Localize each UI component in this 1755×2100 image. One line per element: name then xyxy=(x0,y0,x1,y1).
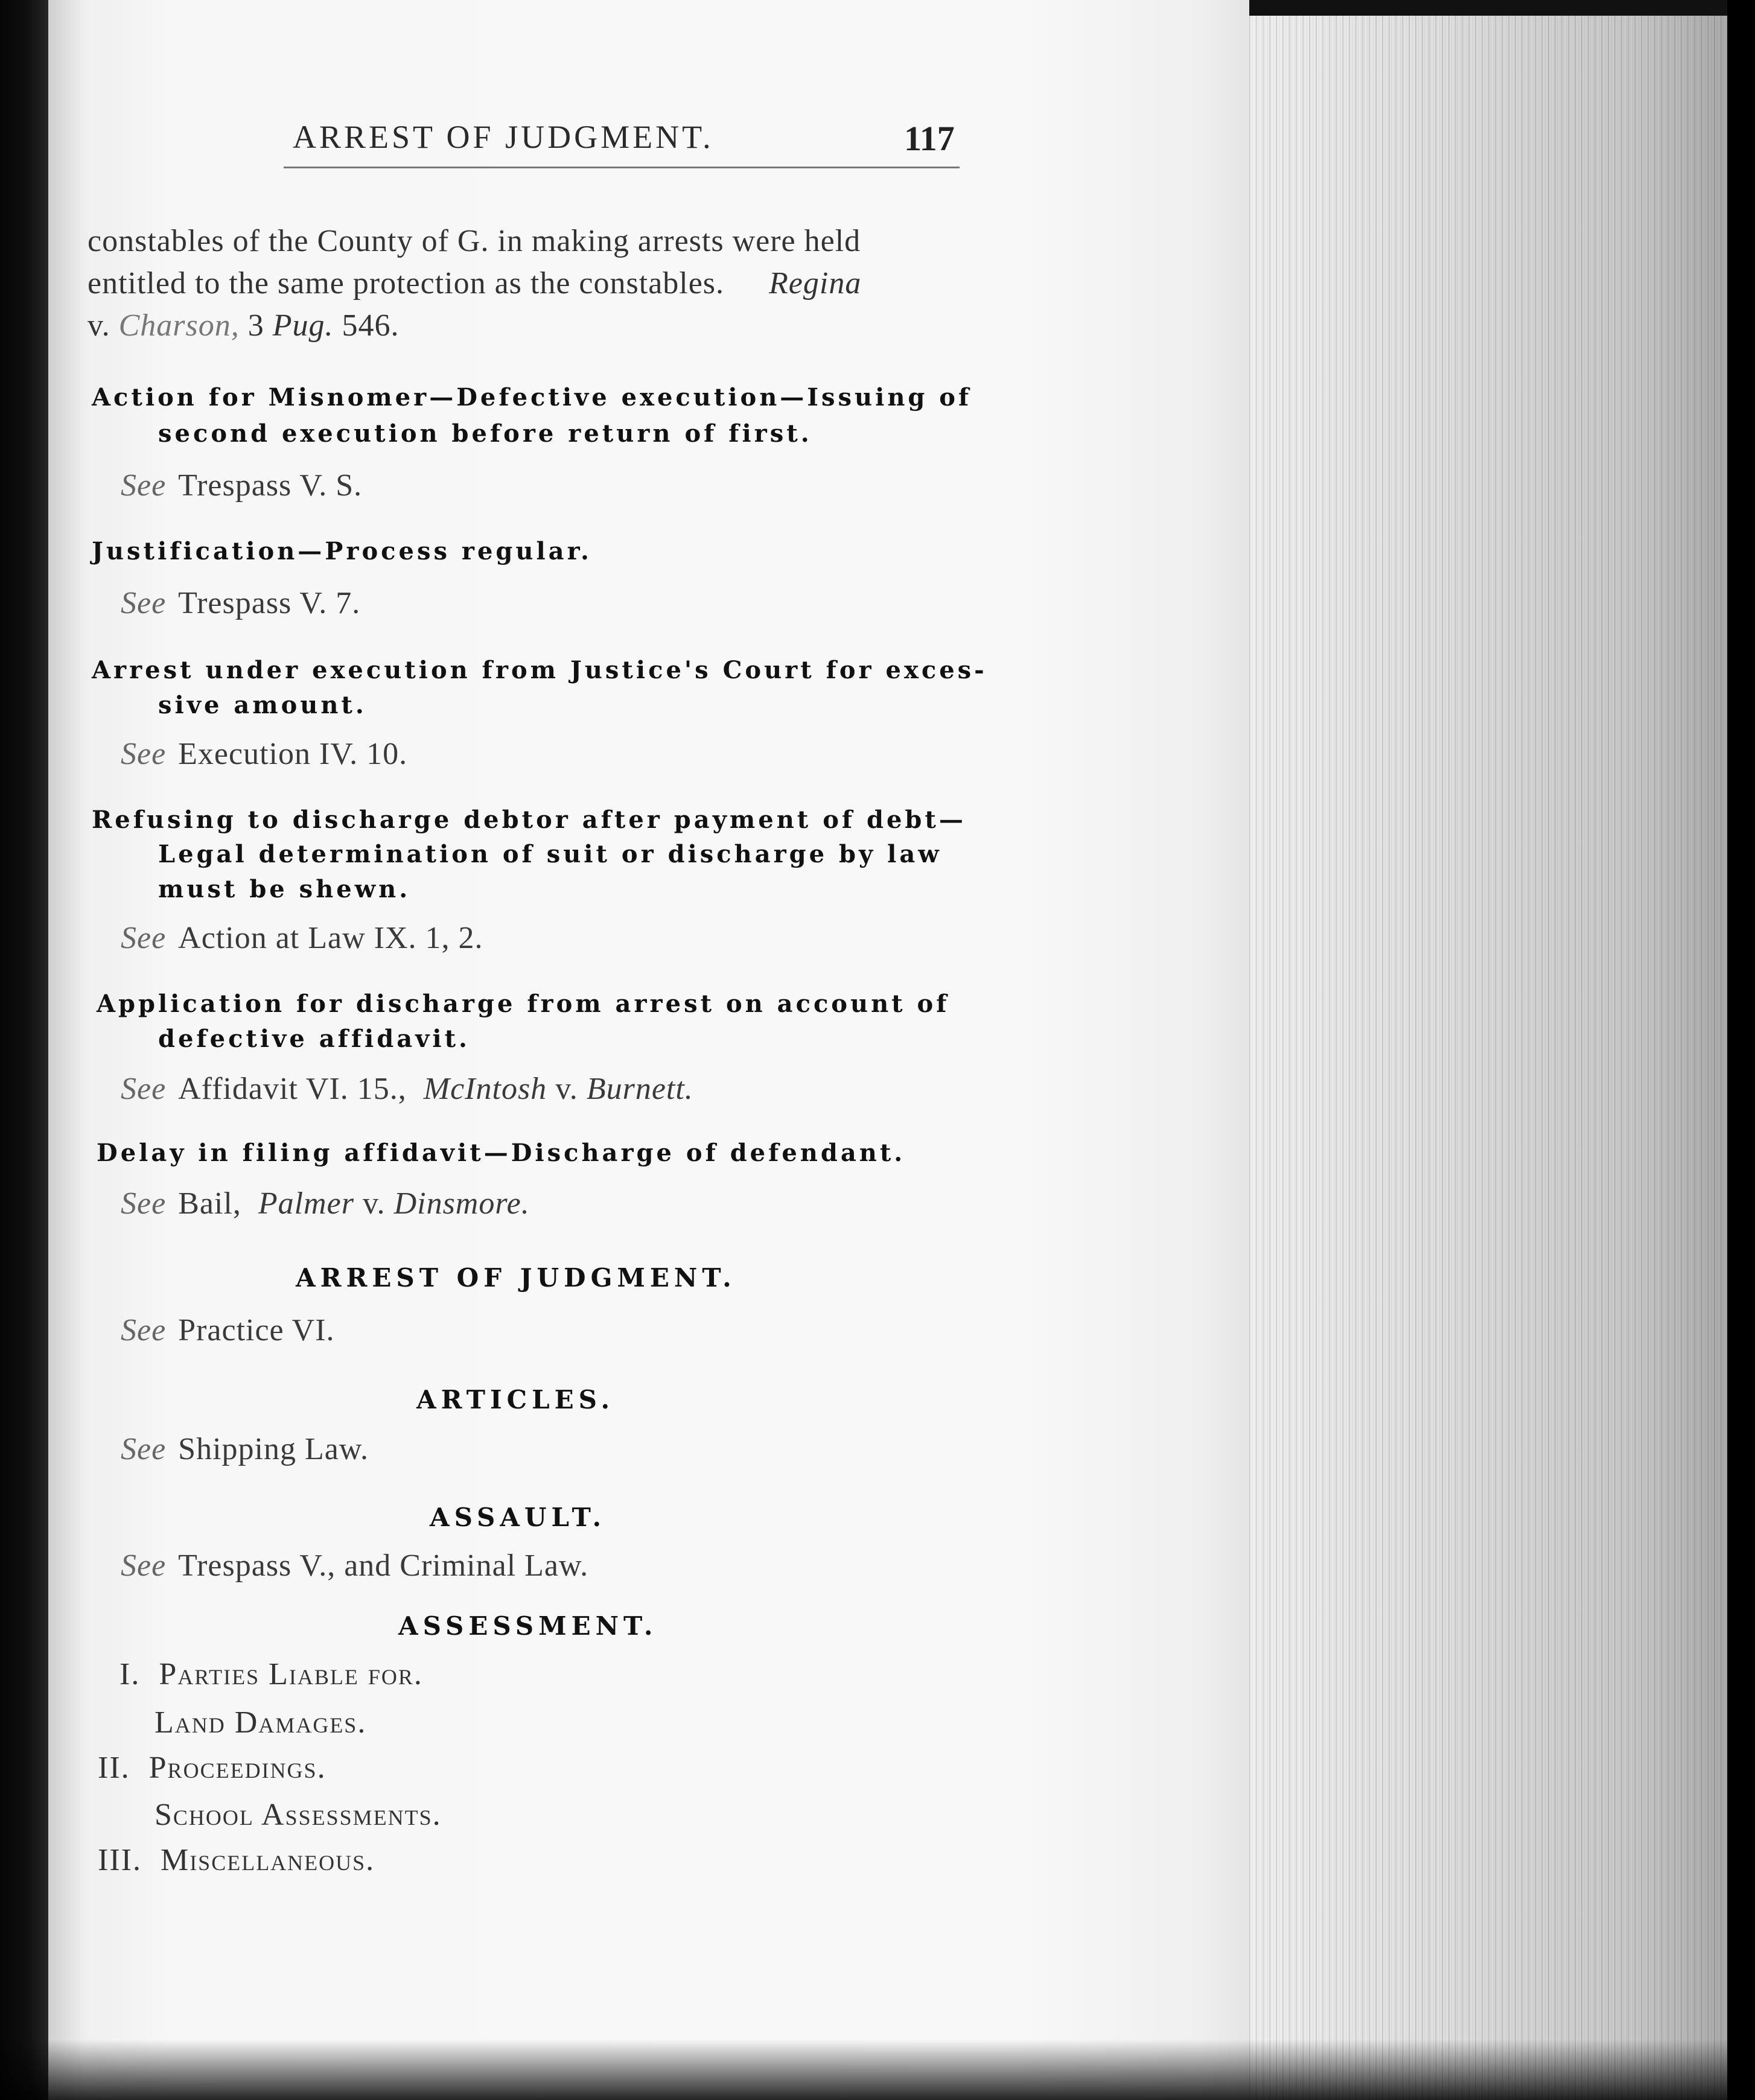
see-word: See xyxy=(121,921,167,955)
outline-label: Proceedings. xyxy=(148,1751,326,1785)
see-reference xyxy=(121,1071,693,1107)
case-name: Burnett. xyxy=(586,1072,693,1106)
see-word: See xyxy=(121,1186,167,1221)
entry-heading-line: second execution before return of first. xyxy=(158,419,812,448)
versus-text: v. xyxy=(362,1186,386,1221)
see-reference xyxy=(121,920,483,956)
citation-reporter: Pug. xyxy=(272,308,334,343)
entry-heading-line: sive amount. xyxy=(158,691,367,719)
see-ref-text: Shipping Law. xyxy=(178,1432,369,1466)
entry-heading-line: must be shewn. xyxy=(158,875,411,903)
outline-numeral: III. xyxy=(98,1843,142,1877)
intro-line-3 xyxy=(88,308,400,343)
see-word: See xyxy=(121,1548,167,1583)
intro-line-1 xyxy=(88,223,861,259)
outline-item xyxy=(119,1656,423,1692)
case-name: Palmer xyxy=(258,1186,354,1221)
outline-item xyxy=(98,1750,326,1786)
outline-label: Miscellaneous. xyxy=(160,1843,375,1877)
header-rule xyxy=(284,167,960,168)
entry-heading-line: Arrest under execution from Justice's Court for exces- xyxy=(92,656,987,684)
see-word: See xyxy=(121,468,167,503)
see-word: See xyxy=(121,737,167,771)
section-title: ASSESSMENT. xyxy=(398,1611,658,1641)
see-word: See xyxy=(121,586,167,620)
see-reference xyxy=(121,1548,588,1583)
see-ref-text: Affidavit VI. 15., xyxy=(178,1072,407,1106)
entry-heading-line: defective affidavit. xyxy=(158,1025,470,1053)
citation-page: 546. xyxy=(342,308,400,343)
entry-heading-line: Delay in filing affidavit—Discharge of defendant. xyxy=(97,1139,906,1167)
entry-heading-line: Application for discharge from arrest on account of xyxy=(97,990,950,1018)
bottom-shadow xyxy=(0,2040,1755,2100)
page-number: 117 xyxy=(904,119,955,158)
case-name-charson: Charson, xyxy=(118,308,240,343)
see-word: See xyxy=(121,1313,167,1348)
see-word: See xyxy=(121,1072,167,1106)
section-title: ARTICLES. xyxy=(416,1385,615,1414)
see-ref-text: Trespass V. S. xyxy=(178,468,363,503)
case-name: Dinsmore. xyxy=(393,1186,530,1221)
see-reference xyxy=(121,736,407,772)
see-ref-text: Action at Law IX. 1, 2. xyxy=(178,921,483,955)
outline-numeral: I. xyxy=(119,1657,141,1691)
see-reference xyxy=(121,1186,530,1221)
outline-item xyxy=(154,1797,442,1833)
intro-line-1-text: constables of the County of G. in making arrests were held xyxy=(88,224,861,258)
case-name: McIntosh xyxy=(423,1072,547,1106)
section-title: ARREST OF JUDGMENT. xyxy=(296,1263,736,1293)
see-ref-text: Execution IV. 10. xyxy=(178,737,408,771)
section-title: ASSAULT. xyxy=(430,1503,607,1532)
outline-label: School Assessments. xyxy=(154,1798,442,1832)
citation-volume: 3 xyxy=(247,308,264,343)
outline-item xyxy=(154,1705,366,1740)
entry-heading-line: Action for Misnomer—Defective execution—Issuing of xyxy=(92,383,972,412)
outline-item xyxy=(98,1842,375,1878)
outline-numeral: II. xyxy=(98,1751,130,1785)
intro-line-2 xyxy=(88,266,861,301)
entry-heading-line: Refusing to discharge debtor after payment of debt— xyxy=(92,806,966,834)
right-background xyxy=(1727,0,1755,2100)
see-ref-text: Bail, xyxy=(178,1186,241,1221)
see-word: See xyxy=(121,1432,167,1466)
running-header-title: ARREST OF JUDGMENT. xyxy=(293,119,714,155)
entry-heading-line: Justification—Process regular. xyxy=(92,537,592,565)
versus-text: v. xyxy=(555,1072,578,1106)
outline-label: Parties Liable for. xyxy=(159,1657,423,1691)
see-reference xyxy=(121,585,360,621)
versus-text: v. xyxy=(88,308,110,343)
see-ref-text: Trespass V. 7. xyxy=(178,586,361,620)
see-reference xyxy=(121,1431,369,1467)
see-ref-text: Trespass V., and Criminal Law. xyxy=(178,1548,589,1583)
entry-heading-line: Legal determination of suit or discharge by law xyxy=(158,840,942,868)
case-name-regina: Regina xyxy=(769,266,862,301)
book-fore-edge xyxy=(1249,0,1732,2100)
see-ref-text: Practice VI. xyxy=(178,1313,335,1348)
see-reference xyxy=(121,468,362,503)
outline-label: Land Damages. xyxy=(154,1705,367,1740)
see-reference xyxy=(121,1312,335,1348)
intro-line-2-text: entitled to the same protection as the constables. xyxy=(88,266,725,301)
